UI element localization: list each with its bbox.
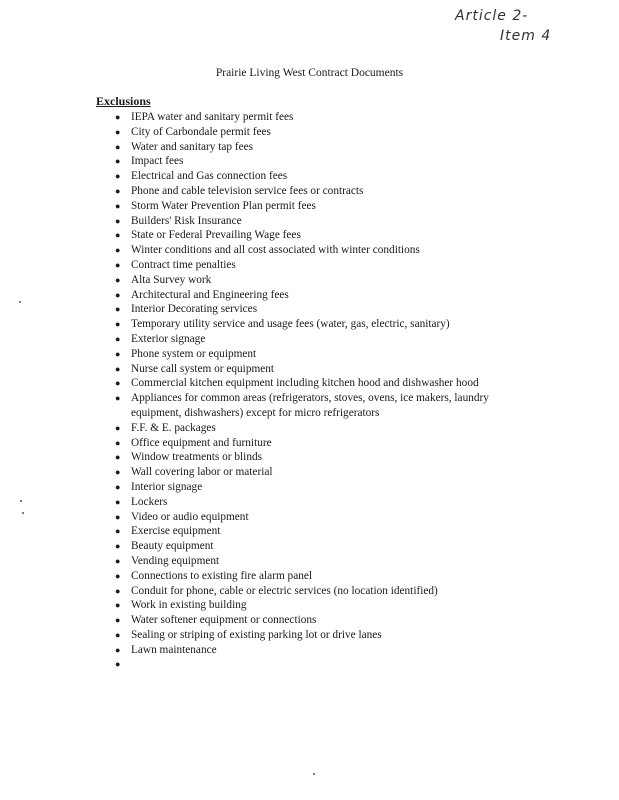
list-item xyxy=(0,524,619,539)
exclusion-text: F.F. & E. packages xyxy=(131,421,216,434)
bullet-icon: ● xyxy=(115,171,121,182)
list-item xyxy=(0,510,619,525)
exclusion-text: Sealing or striping of existing parking lot or drive lanes xyxy=(131,628,382,641)
list-item xyxy=(0,110,619,125)
document-title: Prairie Living West Contract Documents xyxy=(215,67,404,79)
list-item xyxy=(0,657,619,672)
exclusion-text: Electrical and Gas connection fees xyxy=(131,170,288,183)
list-item xyxy=(0,480,619,495)
bullet-icon: ● xyxy=(115,259,121,270)
exclusion-text: Work in existing building xyxy=(131,599,247,612)
bullet-icon: ● xyxy=(115,141,121,152)
exclusion-text: Beauty equipment xyxy=(131,540,214,553)
exclusion-text: Lockers xyxy=(131,495,168,508)
list-item xyxy=(0,258,619,273)
list-item xyxy=(0,391,619,421)
exclusion-text: City of Carbondale permit fees xyxy=(131,125,271,138)
bullet-icon: ● xyxy=(115,156,121,167)
exclusion-text: Exterior signage xyxy=(131,332,206,345)
bullet-icon: ● xyxy=(115,126,121,137)
exclusion-text: Video or audio equipment xyxy=(131,510,249,523)
list-item xyxy=(0,376,619,391)
list-item xyxy=(0,539,619,554)
list-item xyxy=(0,288,619,303)
list-item xyxy=(0,495,619,510)
exclusion-text: Contract time penalties xyxy=(131,258,236,271)
bullet-icon: ● xyxy=(115,452,121,463)
exclusion-text: Window treatments or blinds xyxy=(131,451,263,464)
bullet-icon: ● xyxy=(115,555,121,566)
exclusion-text: IEPA water and sanitary permit fees xyxy=(131,111,294,123)
exclusion-text: Office equipment and furniture xyxy=(131,436,272,449)
list-item xyxy=(0,613,619,628)
section-heading-exclusions: Exclusions xyxy=(96,94,151,108)
exclusion-text: Water and sanitary tap fees xyxy=(131,140,254,153)
bullet-icon: ● xyxy=(115,245,121,256)
exclusion-text: Phone and cable television service fees or contracts xyxy=(131,184,364,197)
bullet-icon: ● xyxy=(115,526,121,537)
list-item xyxy=(0,199,619,214)
exclusion-text: Phone system or equipment xyxy=(131,347,257,360)
bullet-icon: ● xyxy=(115,585,121,596)
bullet-icon: ● xyxy=(115,363,121,374)
exclusion-text: Winter conditions and all cost associated with winter conditions xyxy=(131,244,420,257)
list-item xyxy=(0,554,619,569)
list-item xyxy=(0,436,619,451)
bullet-icon: ● xyxy=(115,615,121,626)
bullet-icon: ● xyxy=(115,511,121,522)
bullet-icon: ● xyxy=(115,600,121,611)
bullet-icon: ● xyxy=(115,112,121,122)
exclusion-text: Lawn maintenance xyxy=(131,643,217,656)
list-item xyxy=(0,569,619,584)
list-item xyxy=(0,228,619,243)
bullet-icon: ● xyxy=(115,481,121,492)
list-item xyxy=(0,598,619,613)
list-item xyxy=(0,347,619,362)
exclusion-text: Commercial kitchen equipment including kitchen hood and dishwasher hood xyxy=(131,377,479,390)
bullet-icon: ● xyxy=(115,230,121,241)
exclusions-list xyxy=(0,110,619,672)
exclusion-text: State or Federal Prevailing Wage fees xyxy=(131,229,301,242)
exclusion-text: Storm Water Prevention Plan permit fees xyxy=(131,199,316,212)
bullet-icon: ● xyxy=(115,422,121,433)
exclusion-text: Conduit for phone, cable or electric services (no location identified) xyxy=(131,584,438,597)
list-item xyxy=(0,332,619,347)
list-item xyxy=(0,362,619,377)
bullet-icon: ● xyxy=(115,200,121,211)
bullet-icon: ● xyxy=(115,333,121,344)
list-item xyxy=(0,184,619,199)
list-item xyxy=(0,243,619,258)
list-item xyxy=(0,273,619,288)
bullet-icon: ● xyxy=(115,289,121,300)
list-item xyxy=(0,643,619,658)
list-item xyxy=(0,584,619,599)
scan-speck xyxy=(22,512,24,514)
list-item xyxy=(0,154,619,169)
bullet-icon: ● xyxy=(115,570,121,581)
handwritten-annotation-line1: Article 2- xyxy=(455,8,529,24)
scan-speck xyxy=(313,773,315,775)
list-item xyxy=(0,628,619,643)
bullet-icon: ● xyxy=(115,304,121,315)
exclusion-text: Architectural and Engineering fees xyxy=(131,288,289,301)
exclusion-text: Water softener equipment or connections xyxy=(131,614,317,627)
bullet-icon: ● xyxy=(115,659,121,670)
bullet-icon: ● xyxy=(115,467,121,478)
exclusion-text: Wall covering labor or material xyxy=(131,466,273,479)
exclusion-text: Alta Survey work xyxy=(131,273,212,286)
exclusion-text: Exercise equipment xyxy=(131,525,221,538)
exclusion-text: Builders' Risk Insurance xyxy=(131,214,242,227)
list-item xyxy=(0,465,619,480)
bullet-icon: ● xyxy=(115,541,121,552)
list-item xyxy=(0,125,619,140)
list-item xyxy=(0,317,619,332)
list-item xyxy=(0,450,619,465)
bullet-icon: ● xyxy=(115,437,121,448)
bullet-icon: ● xyxy=(115,215,121,226)
bullet-icon: ● xyxy=(115,629,121,640)
scan-speck xyxy=(20,500,22,502)
scan-speck xyxy=(19,301,21,303)
bullet-icon: ● xyxy=(115,393,121,404)
list-item xyxy=(0,421,619,436)
exclusion-text: Temporary utility service and usage fees (water, gas, electric, sanitary) xyxy=(131,318,450,331)
exclusion-text: Interior Decorating services xyxy=(131,303,258,316)
exclusion-text: Appliances for common areas (refrigerators, stoves, ovens, ice makers, laundry equipment, dishwashers) except for micro refrigerators xyxy=(131,392,489,419)
handwritten-annotation-line2: Item 4 xyxy=(500,28,552,44)
bullet-icon: ● xyxy=(115,274,121,285)
list-item xyxy=(0,302,619,317)
bullet-icon: ● xyxy=(115,644,121,655)
bullet-icon: ● xyxy=(115,185,121,196)
bullet-icon: ● xyxy=(115,496,121,507)
exclusion-text: Impact fees xyxy=(131,155,184,168)
list-item xyxy=(0,140,619,155)
list-item xyxy=(0,169,619,184)
exclusion-text: Connections to existing fire alarm panel xyxy=(131,569,313,582)
bullet-icon: ● xyxy=(115,319,121,330)
exclusion-text: Vending equipment xyxy=(131,554,220,567)
bullet-icon: ● xyxy=(115,378,121,389)
list-item xyxy=(0,214,619,229)
exclusion-text: Nurse call system or equipment xyxy=(131,362,275,375)
exclusion-text: Interior signage xyxy=(131,480,203,493)
bullet-icon: ● xyxy=(115,348,121,359)
